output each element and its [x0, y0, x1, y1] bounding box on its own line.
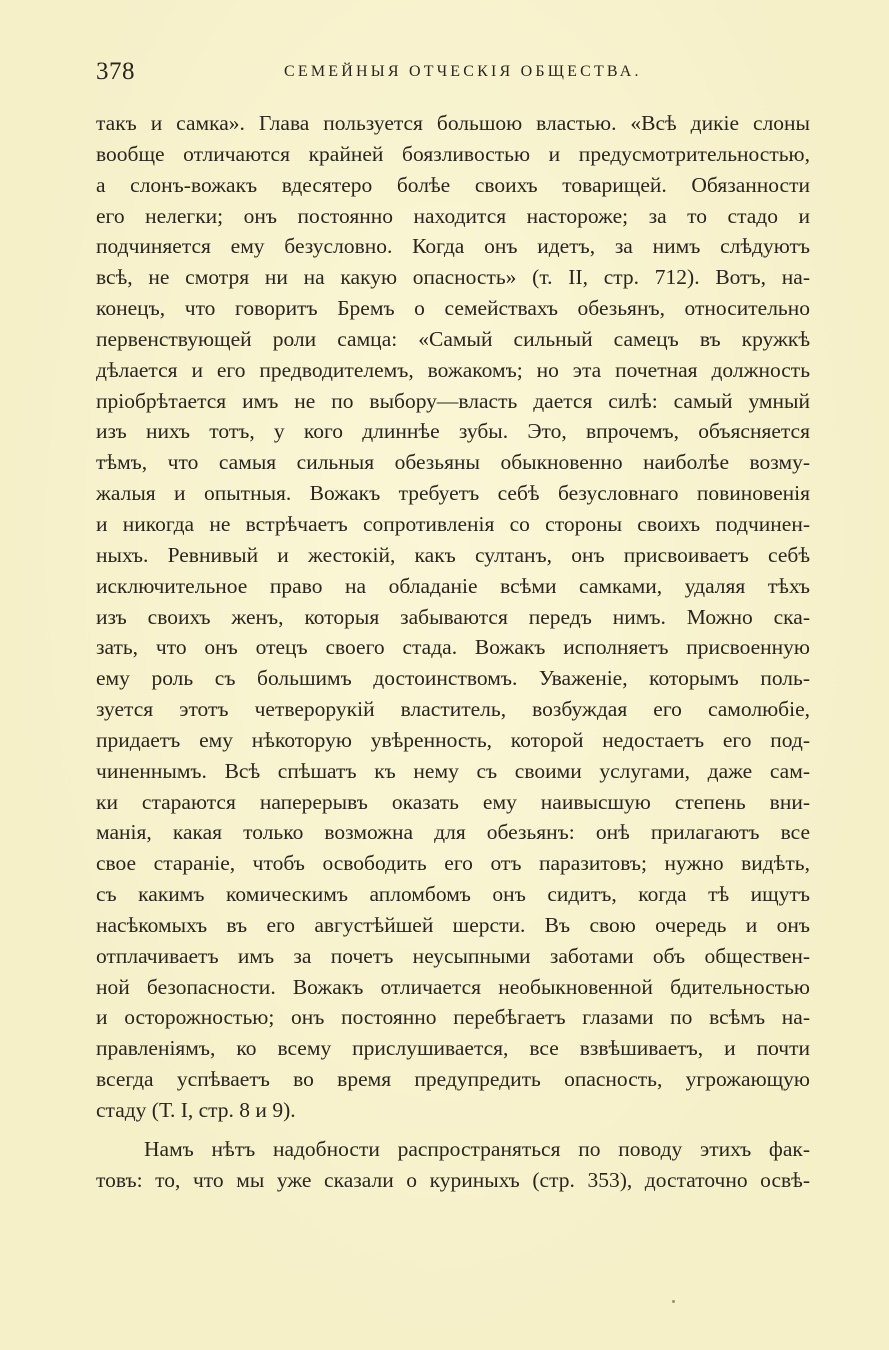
text-line: вообще отличаются крайней боязливостью и предусмотрительностью, [96, 141, 810, 166]
text-line: первенствующей роли самца: «Самый сильный самецъ въ кружкѣ [96, 326, 810, 351]
text-line: ему роль съ большимъ достоинствомъ. Уваженiе, которымъ поль- [96, 666, 810, 691]
text-line: ныхъ. Ревнивый и жестокiй, какъ султанъ, онъ присвоиваетъ себѣ [96, 542, 810, 567]
paper-speck [672, 1300, 675, 1303]
text-line: конецъ, что говоритъ Бремъ о семействахъ обезьянъ, относительно [96, 296, 810, 321]
text-line: дѣлается и его предводителемъ, вожакомъ; но эта почетная должность [96, 357, 810, 382]
text-line: товъ: то, что мы уже сказали о куриныхъ (стр. 353), достаточно освѣ- [96, 1167, 810, 1192]
paragraph-1 [96, 108, 810, 1126]
page-header [96, 58, 810, 88]
text-line: придаетъ ему нѣкоторую увѣренность, которой недостаетъ его под- [96, 727, 810, 752]
text-line: и никогда не встрѣчаетъ сопротивленiя со стороны своихъ подчинен- [96, 511, 810, 536]
text-line: исключительное право на обладанiе всѣми самками, удаляя тѣхъ [96, 573, 810, 598]
text-line: всѣ, не смотря ни на какую опасность» (т. II, стр. 712). Вотъ, на- [96, 265, 810, 290]
text-line: насѣкомыхъ въ его августѣйшей шерсти. Въ свою очередь и онъ [96, 912, 810, 937]
text-line: стаду (Т. I, стр. 8 и 9). [96, 1098, 296, 1122]
text-line: ной безопасности. Вожакъ отличается необыкновенной бдительностью [96, 974, 810, 999]
text-line: подчиняется ему безусловно. Когда онъ идетъ, за нимъ слѣдуютъ [96, 234, 810, 259]
text-line: Намъ нѣтъ надобности распространяться по поводу этихъ фак- [144, 1136, 810, 1161]
text-line: изъ нихъ тотъ, у кого длиннѣе зубы. Это, впрочемъ, объясняется [96, 419, 810, 444]
text-line: зуется этотъ четверорукiй властитель, возбуждая его самолюбiе, [96, 697, 810, 722]
text-line: чиненнымъ. Всѣ спѣшатъ къ нему съ своими услугами, даже сам- [96, 758, 810, 783]
text-line: отплачиваетъ имъ за почетъ неусыпными заботами объ обществен- [96, 943, 810, 968]
body-text [96, 108, 810, 1196]
page-number: 378 [96, 58, 135, 85]
text-line: тѣмъ, что самыя сильныя обезьяны обыкновенно наиболѣе возму- [96, 450, 810, 475]
text-line: зать, что онъ отецъ своего стада. Вожакъ исполняетъ присвоенную [96, 635, 810, 660]
text-line: его нелегки; онъ постоянно находится настороже; за то стадо и [96, 203, 810, 228]
text-line: всегда успѣваетъ во время предупредить опасность, угрожающую [96, 1067, 810, 1092]
text-line: ки стараются наперерывъ оказать ему наивысшую степень вни- [96, 789, 810, 814]
text-line: свое старанiе, чтобъ освободить его отъ паразитовъ; нужно видѣть, [96, 851, 810, 876]
text-line: съ какимъ комическимъ апломбомъ онъ сидитъ, когда тѣ ищутъ [96, 882, 810, 907]
text-line: изъ своихъ женъ, которыя забываются передъ нимъ. Можно ска- [96, 604, 810, 629]
running-title: СЕМЕЙНЫЯ ОТЧЕСКIЯ ОБЩЕСТВА. [284, 63, 642, 80]
text-line: прiобрѣтается имъ не по выбору—власть дается силѣ: самый умный [96, 388, 810, 413]
text-line: жалыя и опытныя. Вожакъ требуетъ себѣ безусловнаго повиновенiя [96, 481, 810, 506]
paragraph-2 [96, 1134, 810, 1196]
text-line: такъ и самка». Глава пользуется большою властью. «Всѣ дикiе слоны [96, 111, 810, 135]
text-line: и осторожностью; онъ постоянно перебѣгаетъ глазами по всѣмъ на- [96, 1005, 810, 1030]
text-line: а слонъ-вожакъ вдесятеро болѣе своихъ товарищей. Обязанности [96, 172, 810, 197]
text-line: манiя, какая только возможна для обезьянъ: онѣ прилагаютъ все [96, 820, 810, 845]
text-line: правленiямъ, ко всему прислушивается, все взвѣшиваетъ, и почти [96, 1036, 810, 1061]
